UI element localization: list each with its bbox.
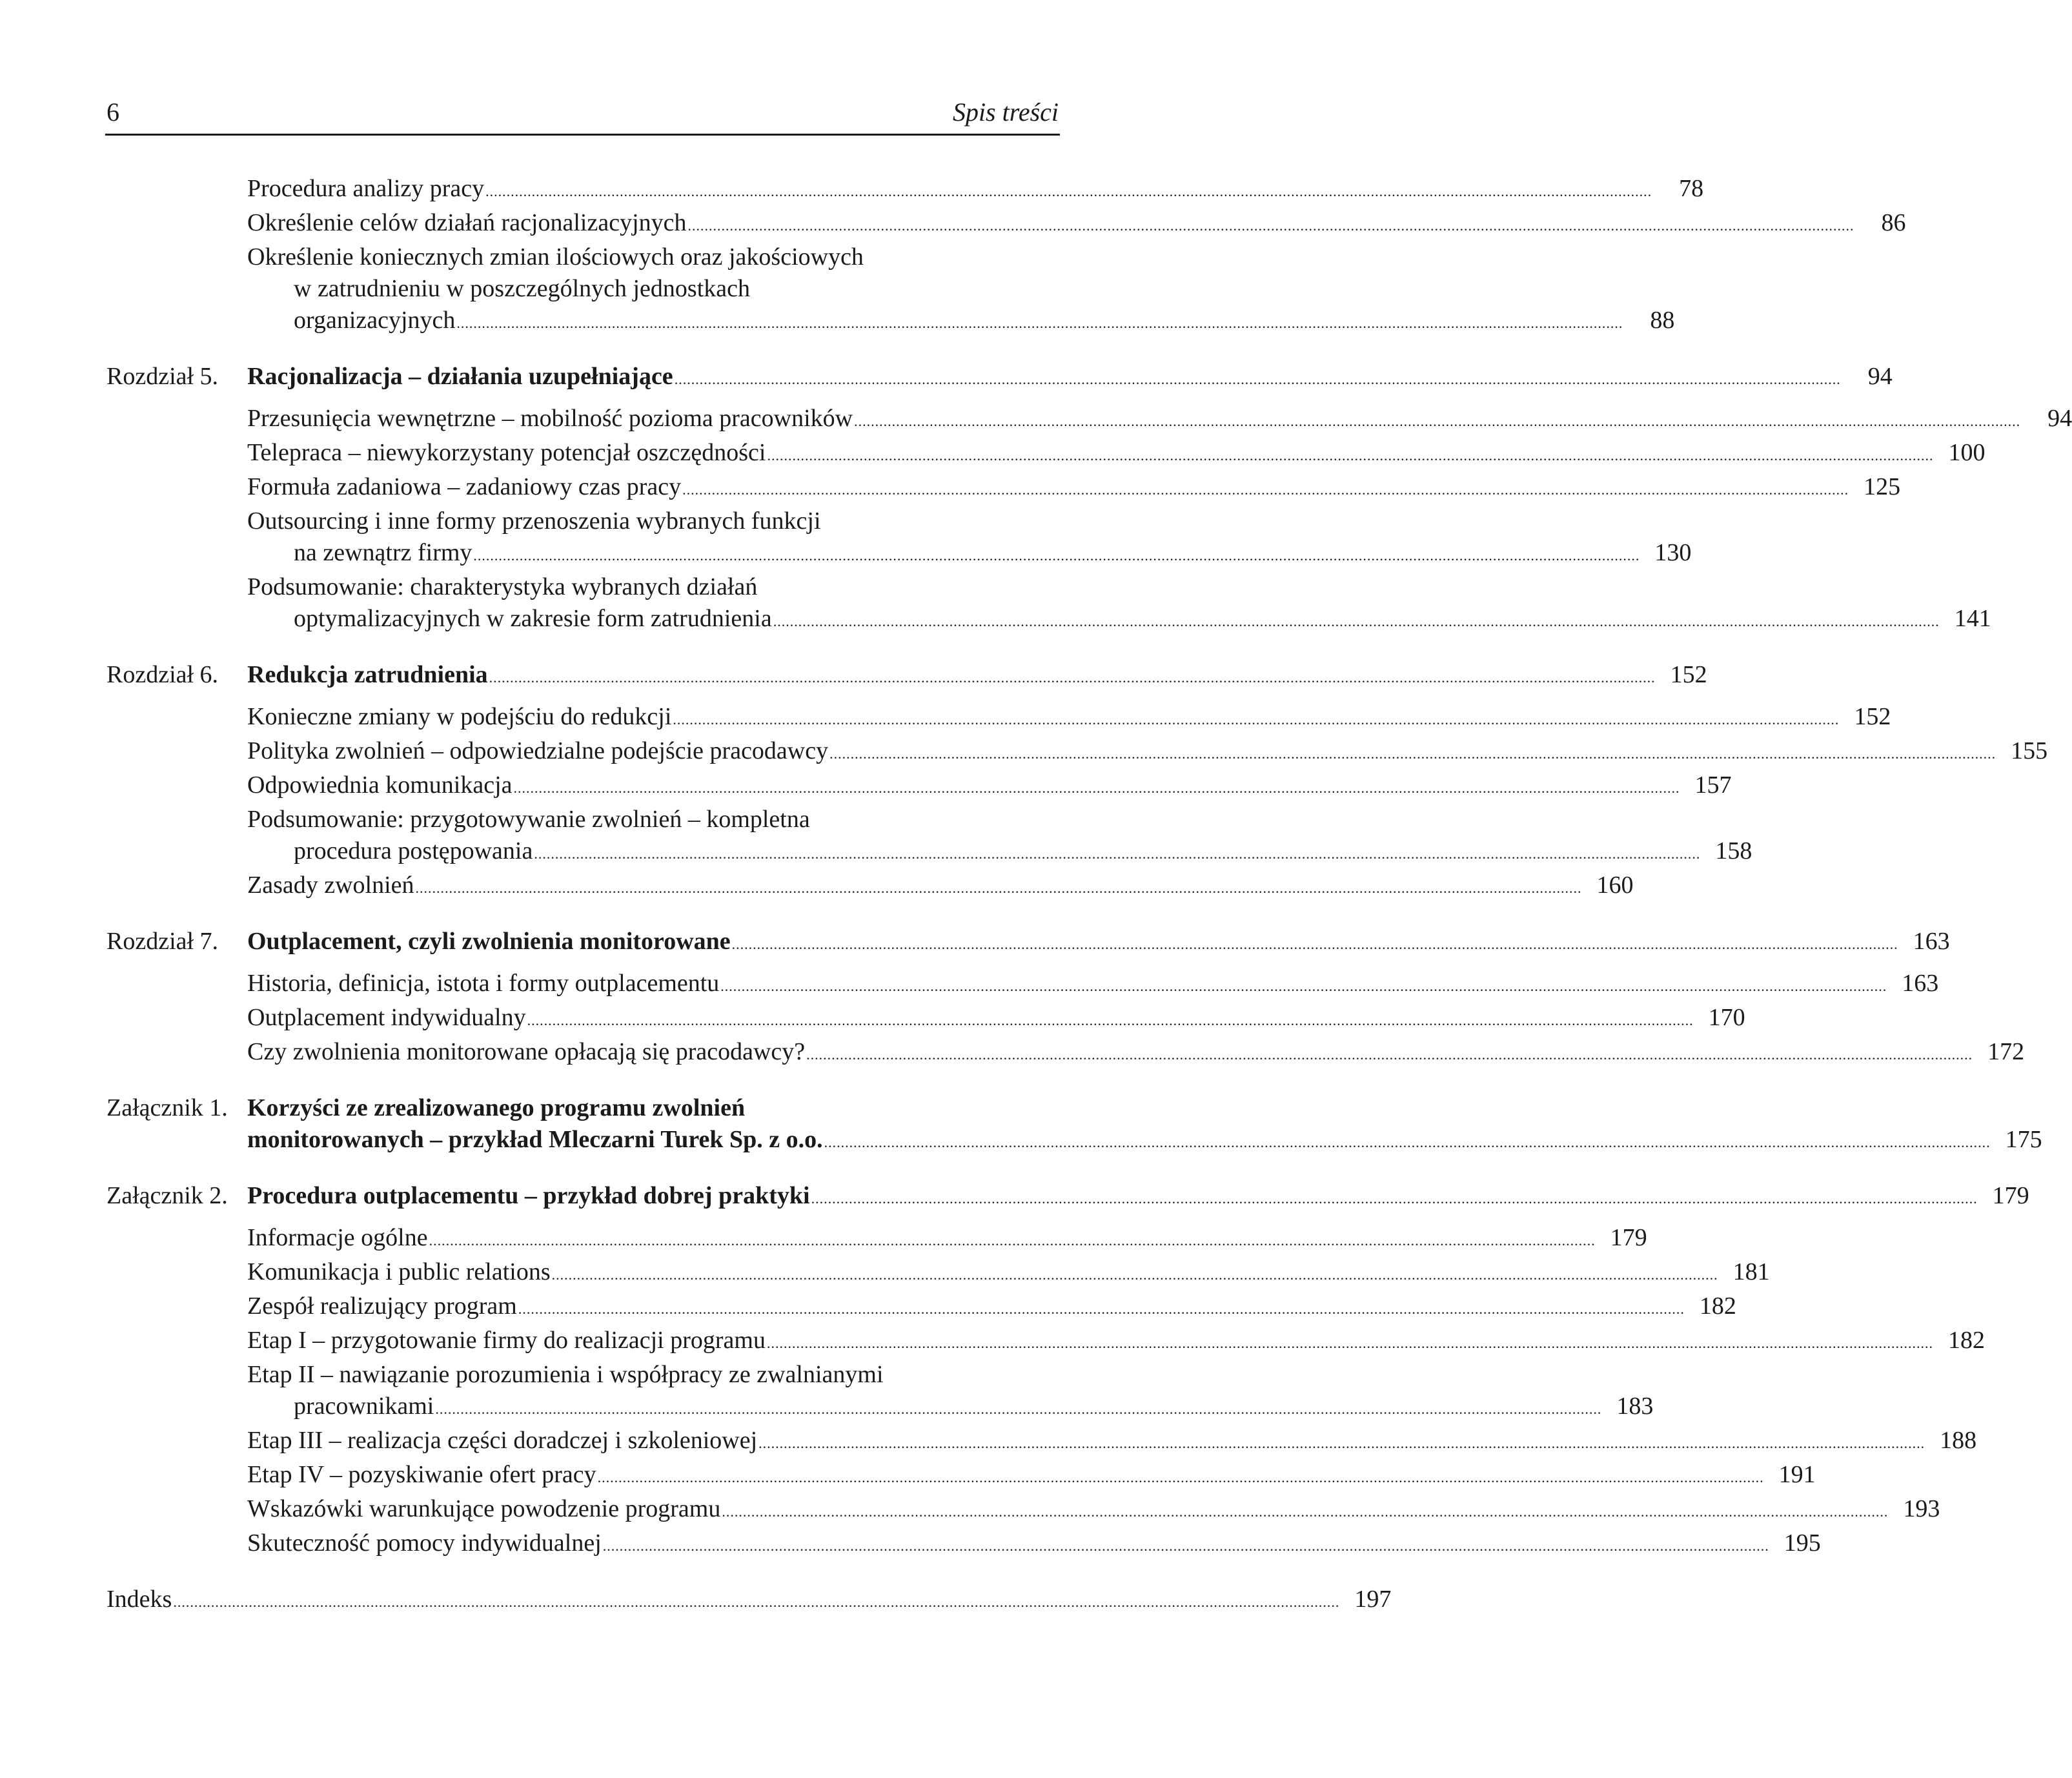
table-of-contents: [107, 173, 2072, 1626]
toc-chapter-label: Załącznik 1.: [107, 1094, 228, 1121]
toc-page-number: 158: [1715, 837, 1752, 864]
dot-leader: [603, 1530, 1769, 1562]
toc-page-number: 179: [1992, 1182, 2029, 1209]
toc-page-number: 170: [1708, 1004, 1745, 1031]
dot-leader: [722, 1496, 1888, 1528]
toc-page-number: 86: [1881, 209, 1906, 236]
toc-entry-title: Outplacement, czyli zwolnienia monitorowane: [247, 928, 731, 955]
toc-entry-title: Etap I – przygotowanie firmy do realizacji programu: [247, 1327, 766, 1354]
toc-page-number: 193: [1903, 1495, 1940, 1522]
dot-leader: [824, 1127, 1991, 1158]
toc-entry[interactable]: [107, 403, 2072, 437]
dot-leader: [673, 704, 1839, 735]
toc-entry[interactable]: [107, 437, 1986, 471]
toc-entry[interactable]: [107, 870, 1634, 904]
toc-entry-title: Informacje ogólne: [247, 1224, 428, 1251]
toc-page-number: 94: [1867, 363, 1893, 390]
toc-entry[interactable]: [107, 506, 1692, 571]
toc-entry-title: Polityka zwolnień – odpowiedzialne podejście pracodawcy: [247, 737, 829, 764]
toc-chapter-entry[interactable]: [107, 1180, 2029, 1214]
toc-page-number: 160: [1596, 872, 1634, 899]
toc-entry[interactable]: [107, 1002, 1745, 1036]
toc-page-number: 191: [1778, 1461, 1816, 1488]
toc-page-number: 175: [2005, 1126, 2042, 1153]
toc-chapter-entry[interactable]: [107, 659, 1707, 693]
dot-leader: [173, 1586, 1339, 1618]
toc-chapter-entry[interactable]: [107, 926, 1950, 960]
toc-entry[interactable]: [107, 471, 1901, 506]
toc-entry[interactable]: [107, 1325, 1985, 1359]
toc-entry-title: Określenie celów działań racjonalizacyjnych: [247, 209, 687, 236]
page-number: 6: [107, 97, 119, 127]
toc-entry-title: Procedura analizy pracy: [247, 175, 485, 202]
page-header: [107, 97, 1059, 136]
toc-entry-title: Podsumowanie: przygotowywanie zwolnień – kompletna: [247, 806, 810, 833]
toc-page-number: 181: [1732, 1258, 1770, 1285]
toc-page-number: 125: [1864, 473, 1901, 500]
toc-entry-title: Indeks: [107, 1586, 172, 1613]
toc-entry-title: Konieczne zmiany w podejściu do redukcji: [247, 703, 672, 730]
dot-leader: [416, 872, 1582, 904]
dot-leader: [527, 1005, 1694, 1036]
dot-leader: [773, 606, 1940, 637]
toc-entry-title: na zewnątrz firmy: [294, 539, 472, 566]
toc-entry-title: optymalizacyjnych w zakresie form zatrudnienia: [294, 605, 772, 632]
dot-leader: [456, 307, 1623, 339]
toc-entry-title: pracownikami: [294, 1393, 434, 1420]
toc-chapter-entry[interactable]: [107, 361, 1893, 395]
toc-entry[interactable]: [107, 770, 1732, 804]
toc-entry-title: Etap III – realizacja części doradczej i szkoleniowej: [247, 1427, 758, 1454]
toc-entry-title: Etap IV – pozyskiwanie ofert pracy: [247, 1461, 596, 1488]
toc-entry[interactable]: [107, 701, 1891, 735]
toc-page-number: 94: [2047, 405, 2072, 432]
toc-entry-title: Przesunięcia wewnętrzne – mobilność pozioma pracowników: [247, 405, 853, 432]
dot-leader: [720, 970, 1887, 1002]
dot-leader: [534, 838, 1700, 870]
toc-page-number: 179: [1610, 1224, 1647, 1251]
toc-page-number: 163: [1902, 970, 1939, 997]
toc-entry-title: Procedura outplacementu – przykład dobrej praktyki: [247, 1182, 810, 1209]
dot-leader: [829, 738, 1996, 770]
toc-entry-title: Zespół realizujący program: [247, 1293, 517, 1320]
toc-entry[interactable]: [107, 207, 1906, 241]
toc-entry-title: Wskazówki warunkujące powodzenie programu: [247, 1495, 721, 1522]
toc-page-number: 100: [1948, 439, 1986, 466]
toc-entry-title: Podsumowanie: charakterystyka wybranych działań: [247, 573, 758, 600]
dot-leader: [598, 1462, 1764, 1493]
toc-entry[interactable]: [107, 1493, 1940, 1528]
toc-page-number: 188: [1940, 1427, 1977, 1454]
toc-page-number: 183: [1616, 1393, 1654, 1420]
toc-entry-title: monitorowanych – przykład Mleczarni Turek Sp. z o.o.: [247, 1126, 823, 1153]
toc-entry-title: Zasady zwolnień: [247, 872, 414, 899]
dot-leader: [688, 210, 1854, 241]
dot-leader: [429, 1225, 1596, 1256]
toc-chapter-label: Załącznik 2.: [107, 1182, 228, 1209]
toc-entry[interactable]: [107, 1036, 2025, 1070]
toc-entry-title: Outplacement indywidualny: [247, 1004, 526, 1031]
toc-entry[interactable]: [107, 1291, 1736, 1325]
toc-entry[interactable]: [107, 1425, 1977, 1459]
toc-entry[interactable]: [107, 241, 1675, 339]
dot-leader: [732, 928, 1898, 960]
dot-leader: [758, 1427, 1925, 1459]
dot-leader: [435, 1393, 1601, 1425]
dot-leader: [675, 363, 1841, 395]
toc-entry[interactable]: [107, 735, 2048, 770]
dot-leader: [518, 1293, 1685, 1325]
dot-leader: [552, 1259, 1718, 1291]
toc-entry-title: Korzyści ze zrealizowanego programu zwolnień: [247, 1094, 746, 1121]
toc-page-number: 155: [2011, 737, 2048, 764]
toc-entry-title: Telepraca – niewykorzystany potencjał oszczędności: [247, 439, 766, 466]
toc-page-number: 130: [1654, 539, 1692, 566]
toc-index-entry[interactable]: [107, 1584, 1392, 1618]
toc-page-number: 197: [1354, 1586, 1392, 1613]
dot-leader: [473, 540, 1640, 571]
toc-page-number: 157: [1694, 771, 1732, 799]
toc-entry[interactable]: [107, 1528, 1821, 1562]
toc-entry[interactable]: [107, 173, 1704, 207]
toc-entry[interactable]: [107, 1359, 1654, 1425]
toc-page-number: 195: [1783, 1529, 1821, 1557]
toc-entry-title: Historia, definicja, istota i formy outplacementu: [247, 970, 720, 997]
dot-leader: [854, 405, 2020, 437]
toc-page-number: 163: [1913, 928, 1950, 955]
toc-page-number: 78: [1679, 175, 1704, 202]
toc-entry[interactable]: [107, 804, 1752, 870]
toc-entry-title: Outsourcing i inne formy przenoszenia wybranych funkcji: [247, 507, 821, 535]
toc-chapter-entry[interactable]: [107, 1092, 2042, 1158]
toc-entry-title: procedura postępowania: [294, 837, 533, 864]
toc-page-number: 182: [1699, 1293, 1736, 1320]
toc-entry-title: Formuła zadaniowa – zadaniowy czas pracy: [247, 473, 682, 500]
toc-entry[interactable]: [107, 1459, 1816, 1493]
toc-entry-title: organizacyjnych: [294, 307, 456, 334]
toc-entry-title: Racjonalizacja – działania uzupełniające: [247, 363, 673, 390]
toc-entry-title: Określenie koniecznych zmian ilościowych oraz jakościowych: [247, 243, 864, 271]
toc-page-number: 172: [1987, 1038, 2025, 1065]
dot-leader: [682, 474, 1849, 506]
header-rule: [105, 134, 1060, 136]
toc-entry-title: Etap II – nawiązanie porozumienia i współpracy ze zwalnianymi: [247, 1361, 884, 1388]
dot-leader: [767, 440, 1933, 471]
toc-entry-title: Odpowiednia komunikacja: [247, 771, 513, 799]
toc-entry[interactable]: [107, 571, 1991, 637]
toc-chapter-label: Rozdział 5.: [107, 363, 219, 390]
toc-page-number: 141: [1954, 605, 1991, 632]
toc-entry-title: Czy zwolnienia monitorowane opłacają się pracodawcy?: [247, 1038, 806, 1065]
running-title: Spis treści: [952, 97, 1059, 127]
toc-page-number: 88: [1650, 307, 1675, 334]
toc-entry-title: Skuteczność pomocy indywidualnej: [247, 1529, 602, 1557]
toc-page-number: 152: [1670, 661, 1707, 688]
toc-entry[interactable]: [107, 968, 1939, 1002]
toc-entry-title: Komunikacja i public relations: [247, 1258, 551, 1285]
toc-page-number: 182: [1947, 1327, 1985, 1354]
toc-entry-title: w zatrudnieniu w poszczególnych jednostkach: [294, 275, 750, 302]
toc-chapter-label: Rozdział 7.: [107, 928, 219, 955]
toc-chapter-label: Rozdział 6.: [107, 661, 219, 688]
dot-leader: [485, 176, 1652, 207]
dot-leader: [767, 1327, 1933, 1359]
toc-entry[interactable]: [107, 1256, 1770, 1291]
toc-page-number: 152: [1854, 703, 1891, 730]
dot-leader: [811, 1183, 1978, 1214]
dot-leader: [514, 772, 1680, 804]
dot-leader: [806, 1039, 1973, 1070]
dot-leader: [489, 662, 1656, 693]
toc-entry[interactable]: [107, 1222, 1647, 1256]
toc-entry-title: Redukcja zatrudnienia: [247, 661, 488, 688]
